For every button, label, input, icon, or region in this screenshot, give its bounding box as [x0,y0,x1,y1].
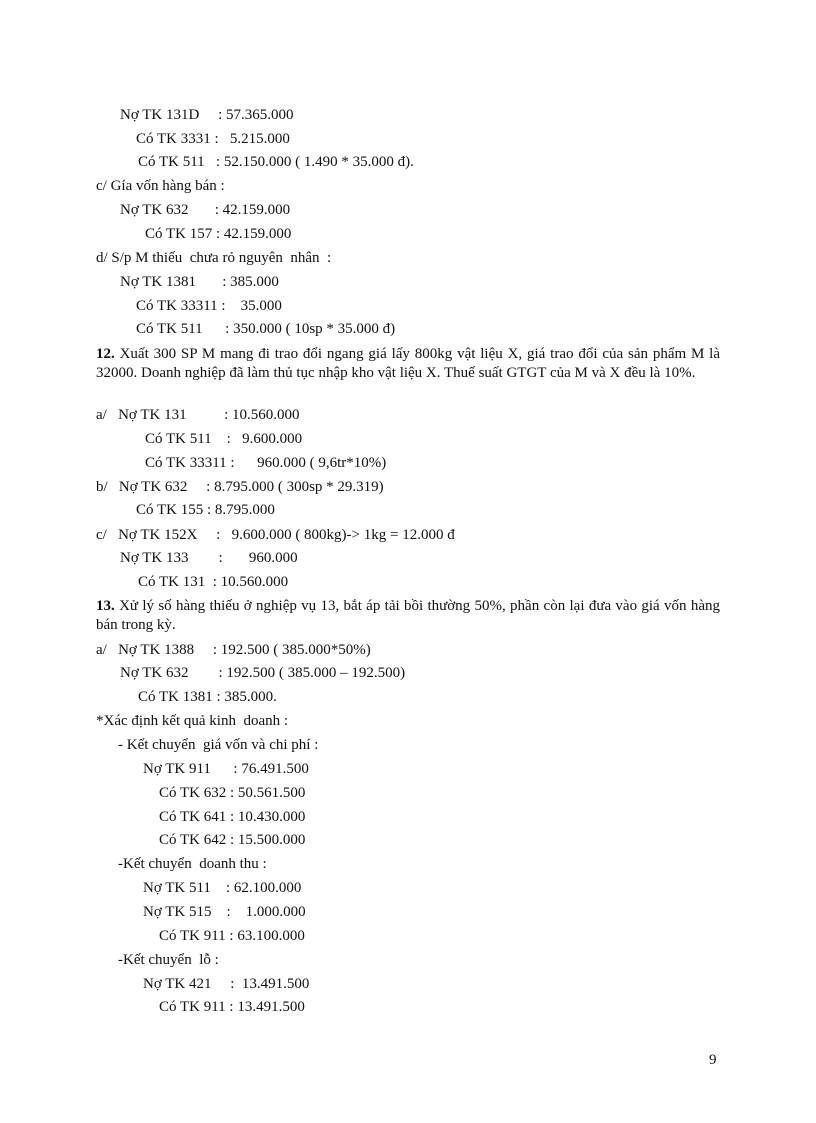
section-label: -Kết chuyển doanh thu : [118,856,267,872]
entry-line: Có TK 33311 : 960.000 ( 9,6tr*10%) [145,455,387,471]
problem-number: 12. [96,346,115,362]
entry-line: Nợ TK 511 : 62.100.000 [143,880,302,896]
entry-line: Có TK 33311 : 35.000 [136,298,282,314]
entry-line: a/ Nợ TK 1388 : 192.500 ( 385.000*50%) [96,642,371,658]
entry-line: Có TK 1381 : 385.000. [138,689,277,705]
entry-line: Có TK 157 : 42.159.000 [145,226,292,242]
entry-line: Có TK 511 : 9.600.000 [145,431,303,447]
section-label: d/ S/p M thiếu chưa rỏ nguyên nhân : [96,250,332,266]
section-heading: *Xác định kết quả kinh doanh : [96,713,289,729]
entry-line: Nợ TK 632 : 192.500 ( 385.000 – 192.500) [120,665,406,681]
entry-line: Có TK 155 : 8.795.000 [136,502,275,518]
entry-line: b/ Nợ TK 632 : 8.795.000 ( 300sp * 29.319) [96,479,384,495]
entry-line: Có TK 911 : 13.491.500 [159,999,305,1015]
entry-line: Nợ TK 133 : 960.000 [120,550,298,566]
problem-text: Xuất 300 SP M mang đi trao đổi ngang giá lấy 800kg vật liệu X, giá trao đổi của sản phẩm M là 32000. Doanh nghiệp đã làm thủ tục nhập kho vật liệu X. Thuế suất GTGT của M và X đều là 10%. [96,346,720,381]
entry-line: Có TK 511 : 350.000 ( 10sp * 35.000 đ) [136,321,396,337]
entry-line: Có TK 632 : 50.561.500 [159,785,306,801]
entry-line: Có TK 511 : 52.150.000 ( 1.490 * 35.000 đ). [138,154,414,170]
problem-13-paragraph [96,597,720,634]
problem-12-paragraph [96,345,720,382]
entry-line: Có TK 642 : 15.500.000 [159,832,306,848]
section-label: -Kết chuyển lỗ : [118,952,219,968]
entry-line: Nợ TK 515 : 1.000.000 [143,904,306,920]
problem-number: 13. [96,598,115,614]
entry-line: Nợ TK 632 : 42.159.000 [120,202,291,218]
entry-line: c/ Nợ TK 152X : 9.600.000 ( 800kg)-> 1kg = 12.000 đ [96,527,455,543]
entry-line: Nợ TK 1381 : 385.000 [120,274,279,290]
entry-line: a/ Nợ TK 131 : 10.560.000 [96,407,300,423]
section-label: c/ Gía vốn hàng bán : [96,178,225,194]
entry-line: Có TK 641 : 10.430.000 [159,809,306,825]
problem-text: Xử lý số hàng thiếu ở nghiệp vụ 13, bắt áp tải bồi thường 50%, phần còn lại đưa vào giá vốn hàng bán trong kỳ. [96,598,721,633]
page-number: 9 [709,1052,717,1068]
entry-line: Nợ TK 911 : 76.491.500 [143,761,309,777]
entry-line: Nợ TK 131D : 57.365.000 [120,107,294,123]
section-label: - Kết chuyển giá vốn và chi phí : [118,737,319,753]
entry-line: Có TK 911 : 63.100.000 [159,928,305,944]
entry-line: Nợ TK 421 : 13.491.500 [143,976,310,992]
entry-line: Có TK 131 : 10.560.000 [138,574,289,590]
entry-line: Có TK 3331 : 5.215.000 [136,131,290,147]
